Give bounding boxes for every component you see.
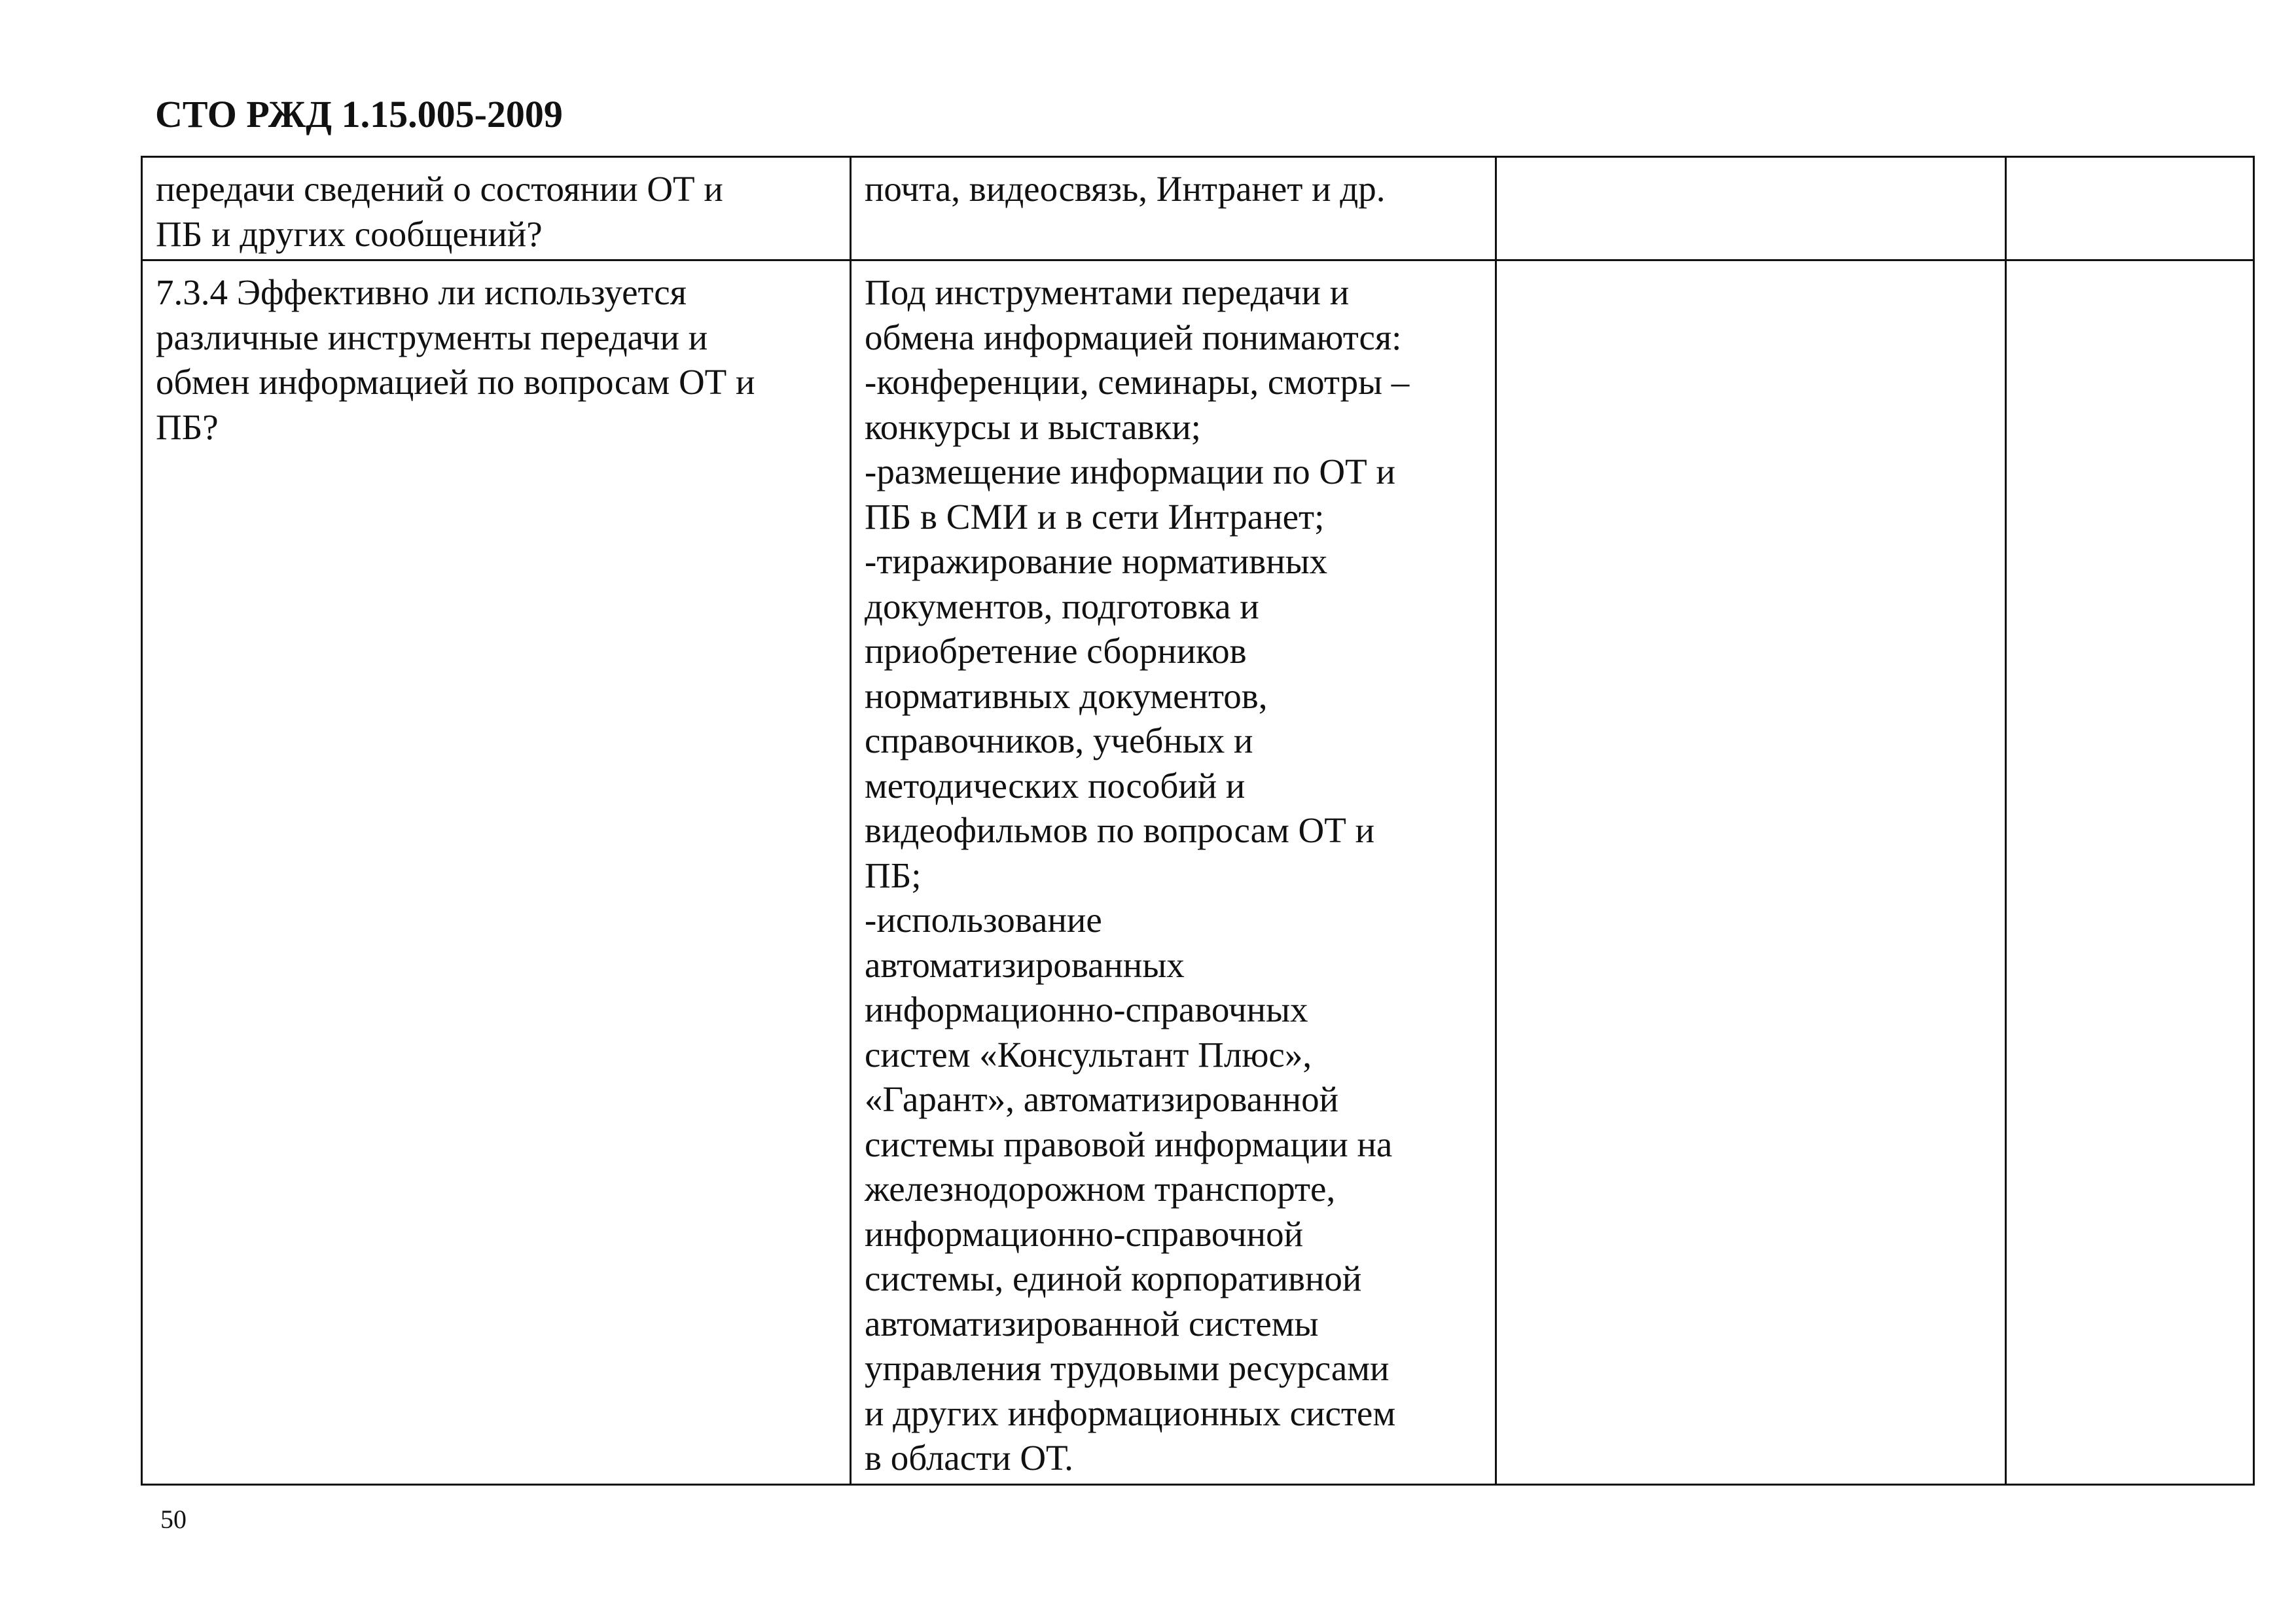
- explanation-text-line: обмена информацией понимаются:: [865, 317, 1402, 357]
- explanation-text-line: в области ОТ.: [865, 1438, 1073, 1478]
- explanation-text-line: системы, единой корпоративной: [865, 1258, 1362, 1298]
- explanation-text-line: приобретение сборников: [865, 631, 1247, 671]
- page-number: 50: [160, 1505, 187, 1534]
- question-text-line: 7.3.4 Эффективно ли используется: [156, 272, 687, 312]
- explanation-text-line: -конференции, семинары, смотры –: [865, 362, 1410, 402]
- explanation-text-line: Под инструментами передачи и: [865, 272, 1350, 312]
- explanation-text-line: методических пособий и: [865, 765, 1246, 806]
- question-text-line: ПБ?: [156, 406, 219, 447]
- empty-cell: [2006, 157, 2254, 260]
- explanation-text-line: -использование: [865, 900, 1102, 940]
- question-text-line: ПБ и других сообщений?: [156, 213, 543, 254]
- explanation-text-line: -размещение информации по ОТ и: [865, 452, 1395, 491]
- question-text-line: передачи сведений о состоянии ОТ и: [156, 169, 723, 209]
- explanation-text-line: информационно-справочных: [865, 990, 1308, 1029]
- question-text-line: обмен информацией по вопросам ОТ и: [156, 362, 755, 402]
- explanation-text-line: -тиражирование нормативных: [865, 541, 1328, 581]
- explanation-text-line: и других информационных систем: [865, 1393, 1396, 1433]
- empty-cell: [1496, 260, 2006, 1485]
- explanation-text-line: почта, видеосвязь, Интранет и др.: [865, 169, 1386, 209]
- question-cell: [142, 260, 851, 1485]
- question-text-line: различные инструменты передачи и: [156, 317, 708, 357]
- explanation-text-line: документов, подготовка и: [865, 586, 1259, 626]
- audit-checklist-table: [141, 156, 2255, 1486]
- explanation-text-line: ПБ;: [865, 855, 922, 895]
- explanation-text-line: «Гарант», автоматизированной: [865, 1079, 1338, 1119]
- question-cell: [142, 157, 851, 260]
- explanation-text-line: автоматизированных: [865, 944, 1185, 985]
- explanation-cell: [851, 157, 1496, 260]
- explanation-cell: [851, 260, 1496, 1485]
- explanation-text-line: железнодорожном транспорте,: [865, 1169, 1336, 1209]
- empty-cell: [1496, 157, 2006, 260]
- explanation-text-line: автоматизированной системы: [865, 1303, 1319, 1344]
- explanation-text-line: информационно-справочной: [865, 1213, 1304, 1254]
- table-row: [142, 260, 2254, 1485]
- explanation-text-line: нормативных документов,: [865, 675, 1268, 716]
- explanation-text-line: справочников, учебных и: [865, 721, 1253, 760]
- explanation-text-line: системы правовой информации на: [865, 1124, 1393, 1164]
- explanation-text-line: ПБ в СМИ и в сети Интранет;: [865, 496, 1325, 537]
- explanation-text-line: управления трудовыми ресурсами: [865, 1348, 1390, 1388]
- explanation-text-line: видеофильмов по вопросам ОТ и: [865, 810, 1375, 850]
- empty-cell: [2006, 260, 2254, 1485]
- explanation-text-line: систем «Консультант Плюс»,: [865, 1034, 1312, 1075]
- table-row: [142, 157, 2254, 260]
- explanation-text-line: конкурсы и выставки;: [865, 406, 1201, 447]
- document-code-header: СТО РЖД 1.15.005-2009: [155, 93, 563, 135]
